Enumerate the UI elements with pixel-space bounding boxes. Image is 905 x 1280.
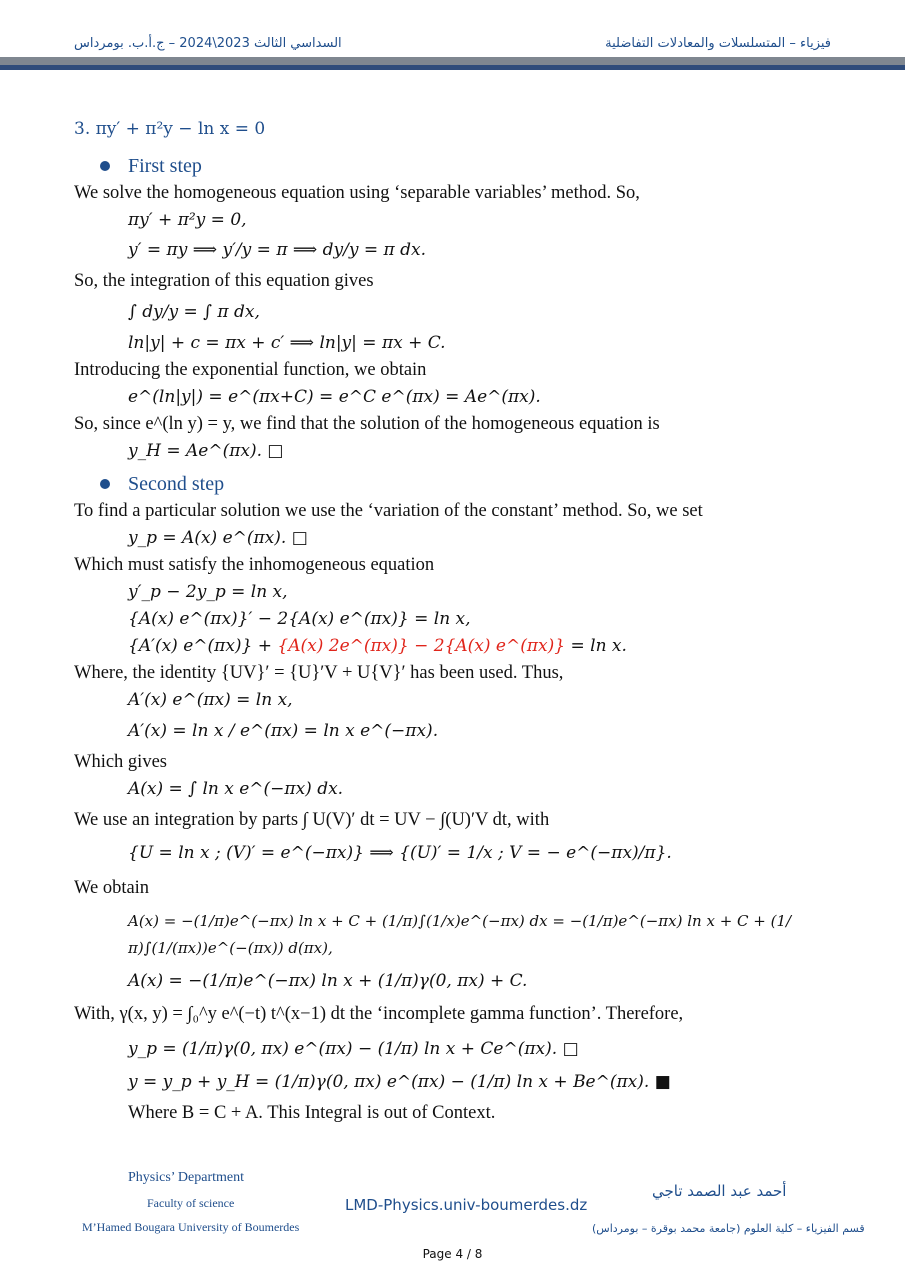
header-rule-grey bbox=[0, 57, 905, 65]
bullet-icon bbox=[100, 479, 110, 489]
equation: πy′ + π²y = 0, bbox=[128, 210, 247, 230]
header-right-text: فيزياء – المتسلسلات والمعادلات التفاضلية bbox=[605, 36, 831, 51]
paragraph: We solve the homogeneous equation using ‘separable variables’ method. So, bbox=[74, 183, 640, 203]
highlighted-terms: {A(x) 2e^(πx)} − 2{A(x) e^(πx)} bbox=[277, 636, 566, 656]
equation: A(x) = ∫ ln x e^(−πx) dx. bbox=[128, 779, 344, 799]
equation: ∫ dy/y = ∫ π dx, bbox=[128, 302, 260, 322]
footer-website: LMD-Physics.univ-boumerdes.dz bbox=[345, 1196, 588, 1214]
footer-faculty: Faculty of science bbox=[147, 1196, 235, 1210]
equation: A(x) = −(1/π)e^(−πx) ln x + (1/π)γ(0, πx) + C. bbox=[128, 971, 528, 991]
equation-part: {A′(x) e^(πx)} + bbox=[128, 636, 278, 656]
equation: {A(x) e^(πx)}′ − 2{A(x) e^(πx)} = ln x, bbox=[128, 609, 471, 629]
step-1-heading bbox=[74, 153, 844, 180]
paragraph: We obtain bbox=[74, 878, 150, 898]
paragraph: Introducing the exponential function, we obtain bbox=[74, 360, 427, 380]
page-number: Page 4 / 8 bbox=[422, 1247, 483, 1261]
footer-department: Physics’ Department bbox=[128, 1170, 244, 1185]
header-rule-blue bbox=[0, 65, 905, 70]
bullet-icon bbox=[100, 161, 110, 171]
header-left-text: السداسي الثالث 2023\2024 – ج.أ.ب. بومرداس bbox=[74, 36, 342, 51]
equation: ln|y| + c = πx + c′ ⟹ ln|y| = πx + C. bbox=[128, 333, 446, 353]
equation: y′_p − 2y_p = ln x, bbox=[128, 582, 288, 602]
paragraph: With, γ(x, y) = ∫₀^y e^(−t) t^(x−1) dt the ‘incomplete gamma function’. Therefore, bbox=[74, 1004, 684, 1024]
equation: A′(x) = ln x / e^(πx) = ln x e^(−πx). bbox=[128, 721, 439, 741]
document-body bbox=[74, 116, 844, 1127]
footer-university: M’Hamed Bougara University of Boumerdes bbox=[82, 1220, 300, 1234]
equation: A(x) = −(1/π)e^(−πx) ln x + C + (1/π)∫(1/x)e^(−πx) dx = −(1/π)e^(−πx) ln x + C + (1/π)∫(1/(πx))e^(−(πx)) d(πx), bbox=[128, 912, 792, 957]
footer-arabic-name: أحمد عبد الصمد تاجي bbox=[652, 1182, 787, 1200]
paragraph: To find a particular solution we use the ‘variation of the constant’ method. So, we set bbox=[74, 501, 703, 521]
paragraph: Where, the identity {UV}′ = {U}′V + U{V}′ has been used. Thus, bbox=[74, 663, 564, 683]
equation-part: = ln x. bbox=[565, 636, 627, 656]
paragraph: So, the integration of this equation gives bbox=[74, 271, 374, 291]
step-2-title: Second step bbox=[128, 473, 225, 495]
equation: y = y_p + y_H = (1/π)γ(0, πx) e^(πx) − (1/π) ln x + Be^(πx). ■ bbox=[128, 1072, 671, 1092]
equation: y_p = (1/π)γ(0, πx) e^(πx) − (1/π) ln x + Ce^(πx). □ bbox=[128, 1039, 579, 1059]
equation-with-highlight bbox=[74, 633, 844, 660]
paragraph: Which gives bbox=[74, 752, 167, 772]
paragraph: So, since e^(ln y) = y, we find that the solution of the homogeneous equation is bbox=[74, 414, 660, 434]
paragraph: We use an integration by parts ∫ U(V)′ dt = UV − ∫(U)′V dt, with bbox=[74, 810, 550, 830]
step-1-title: First step bbox=[128, 155, 202, 177]
equation: y_p = A(x) e^(πx). □ bbox=[128, 528, 308, 548]
equation: e^(ln|y|) = e^(πx+C) = e^C e^(πx) = Ae^(πx). bbox=[128, 387, 541, 407]
paragraph: Where B = C + A. This Integral is out of Context. bbox=[128, 1103, 496, 1123]
equation: {U = ln x ; (V)′ = e^(−πx)} ⟹ {(U)′ = 1/x ; V = − e^(−πx)/π}. bbox=[128, 843, 672, 863]
equation: y′ = πy ⟹ y′/y = π ⟹ dy/y = π dx. bbox=[128, 240, 426, 260]
step-2-heading bbox=[74, 471, 844, 498]
equation: A′(x) e^(πx) = ln x, bbox=[128, 690, 293, 710]
paragraph: Which must satisfy the inhomogeneous equation bbox=[74, 555, 435, 575]
footer-arabic-department: قسم الفيزياء – كلية العلوم (جامعة محمد بوقرة – بومرداس) bbox=[592, 1222, 865, 1235]
problem-heading: 3. πy′ + π²y − ln x = 0 bbox=[74, 119, 266, 139]
equation: y_H = Ae^(πx). □ bbox=[128, 441, 284, 461]
